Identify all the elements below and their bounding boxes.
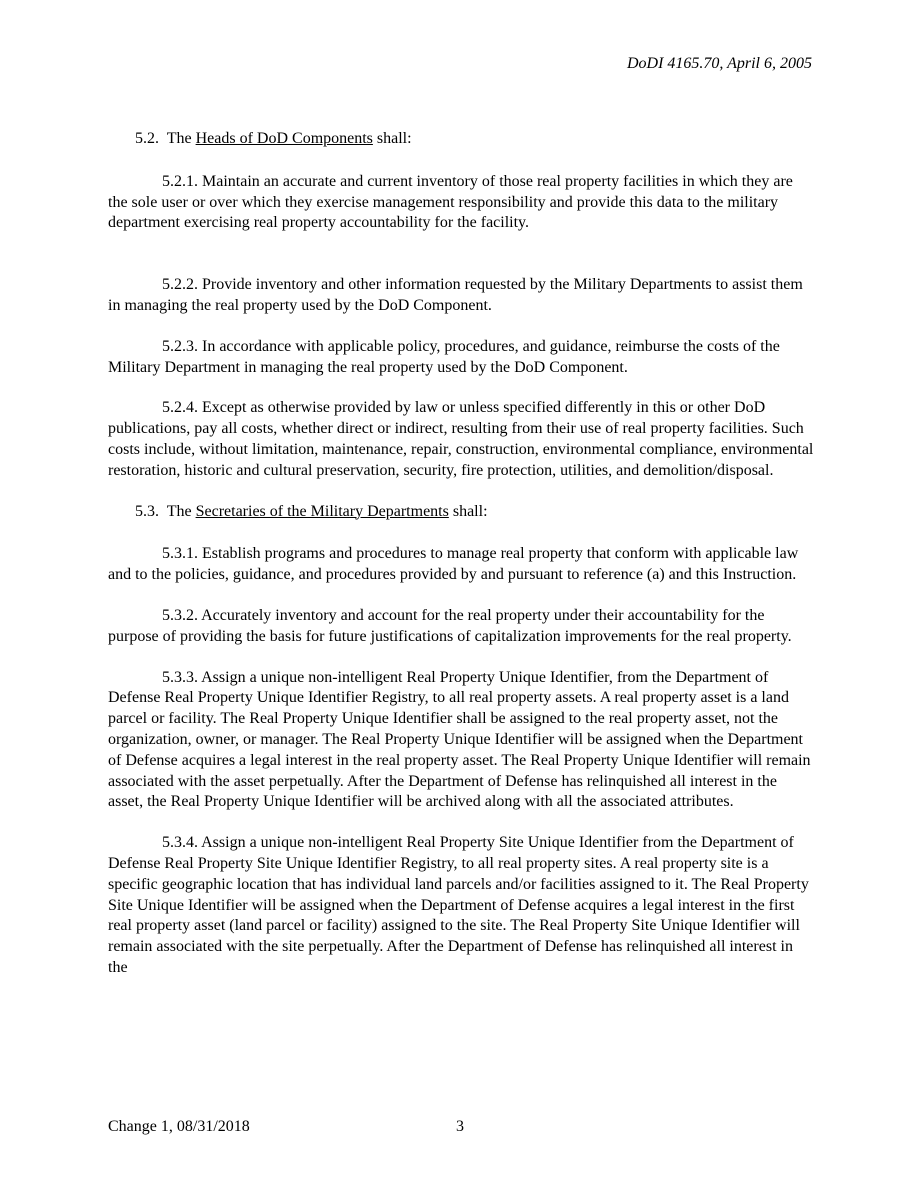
section-number: 5.2. xyxy=(135,130,159,147)
paragraph-5-2-2: 5.2.2. Provide inventory and other information requested by the Military Departments to assist them in managing the real property used by the DoD Component. xyxy=(108,276,803,314)
section-heading-post: shall: xyxy=(376,130,412,147)
paragraph-5-3-1: 5.3.1. Establish programs and procedures to manage real property that conform with applicable law and to the policies, guidance, and procedures provided by and pursuant to reference (a) and this Instruction. xyxy=(108,545,799,584)
document-reference-header: DoDI 4165.70, April 6, 2005 xyxy=(626,55,812,72)
paragraph-5-2-4: 5.2.4. Except as otherwise provided by law or unless specified differently in this or other DoD publications, pay all costs, whether direct or indirect, resulting from their use of real property facilities. Such costs include, without limitation, maintenance, repair, construction, environmental compliance, environmental restoration, historic and cultural preservation, security, fire protection, utilities, and demolition/disposal. xyxy=(108,399,814,479)
footer-change-note: Change 1, 08/31/2018 xyxy=(108,1118,250,1135)
paragraph-5-2-3: 5.2.3. In accordance with applicable policy, procedures, and guidance, reimburse the costs of the Military Department in managing the real property used by the DoD Component. xyxy=(108,337,780,376)
paragraph-5-3-4: 5.3.4. Assign a unique non-intelligent Real Property Site Unique Identifier from the Department of Defense Real Property Site Unique Identifier Registry, to all real property sites. A real property site is a specific geographic location that has individual land parcels and/or facilities assigned to it. The Real Property Site Unique Identifier will be assigned when the Department of Defense acquires a legal interest in the first real property asset (land parcel or facility) assigned to the site. The Real Property Site Unique Identifier will remain associated with the site perpetually. After the Department of Defense has relinquished all interest in the xyxy=(108,834,809,976)
section-heading-post: shall: xyxy=(452,502,488,520)
paragraph-5-3-3: 5.3.3. Assign a unique non-intelligent Real Property Unique Identifier, from the Department of Defense Real Property Unique Identifier Registry, to all real property assets. A real property asset is a land parcel or facility. The Real Property Unique Identifier shall be assigned to the real property asset, not the organization, owner, or manager. The Real Property Unique Identifier will be assigned when the Department of Defense acquires a legal interest in the real property asset. The Real Property Unique Identifier will remain associated with the asset perpetually. After the Department of Defense has relinquished all interest in the asset, the Real Property Unique Identifier will be archived along with all the associated attributes. xyxy=(108,668,811,811)
section-number: 5.3. xyxy=(135,502,159,520)
section-heading-5-2 xyxy=(108,129,816,150)
page-number: 3 xyxy=(456,1118,464,1135)
section-heading-pre: The xyxy=(166,130,192,147)
section-heading-pre: The xyxy=(166,502,192,520)
paragraph-5-3-2: 5.3.2. Accurately inventory and account for the real property under their accountability for the purpose of providing the basis for future justifications of capitalization improvements for the real property. xyxy=(108,606,792,645)
document-body xyxy=(108,129,816,999)
section-heading-5-3 xyxy=(108,502,816,523)
section-heading-subject: Heads of DoD Components xyxy=(195,130,373,147)
section-heading-subject: Secretaries of the Military Departments xyxy=(195,502,449,520)
paragraph-5-2-1: 5.2.1. Maintain an accurate and current inventory of those real property facilities in which they are the sole user or over which they exercise management responsibility and provide this data to the military department exercising real property accountability for the facility. xyxy=(108,172,793,232)
